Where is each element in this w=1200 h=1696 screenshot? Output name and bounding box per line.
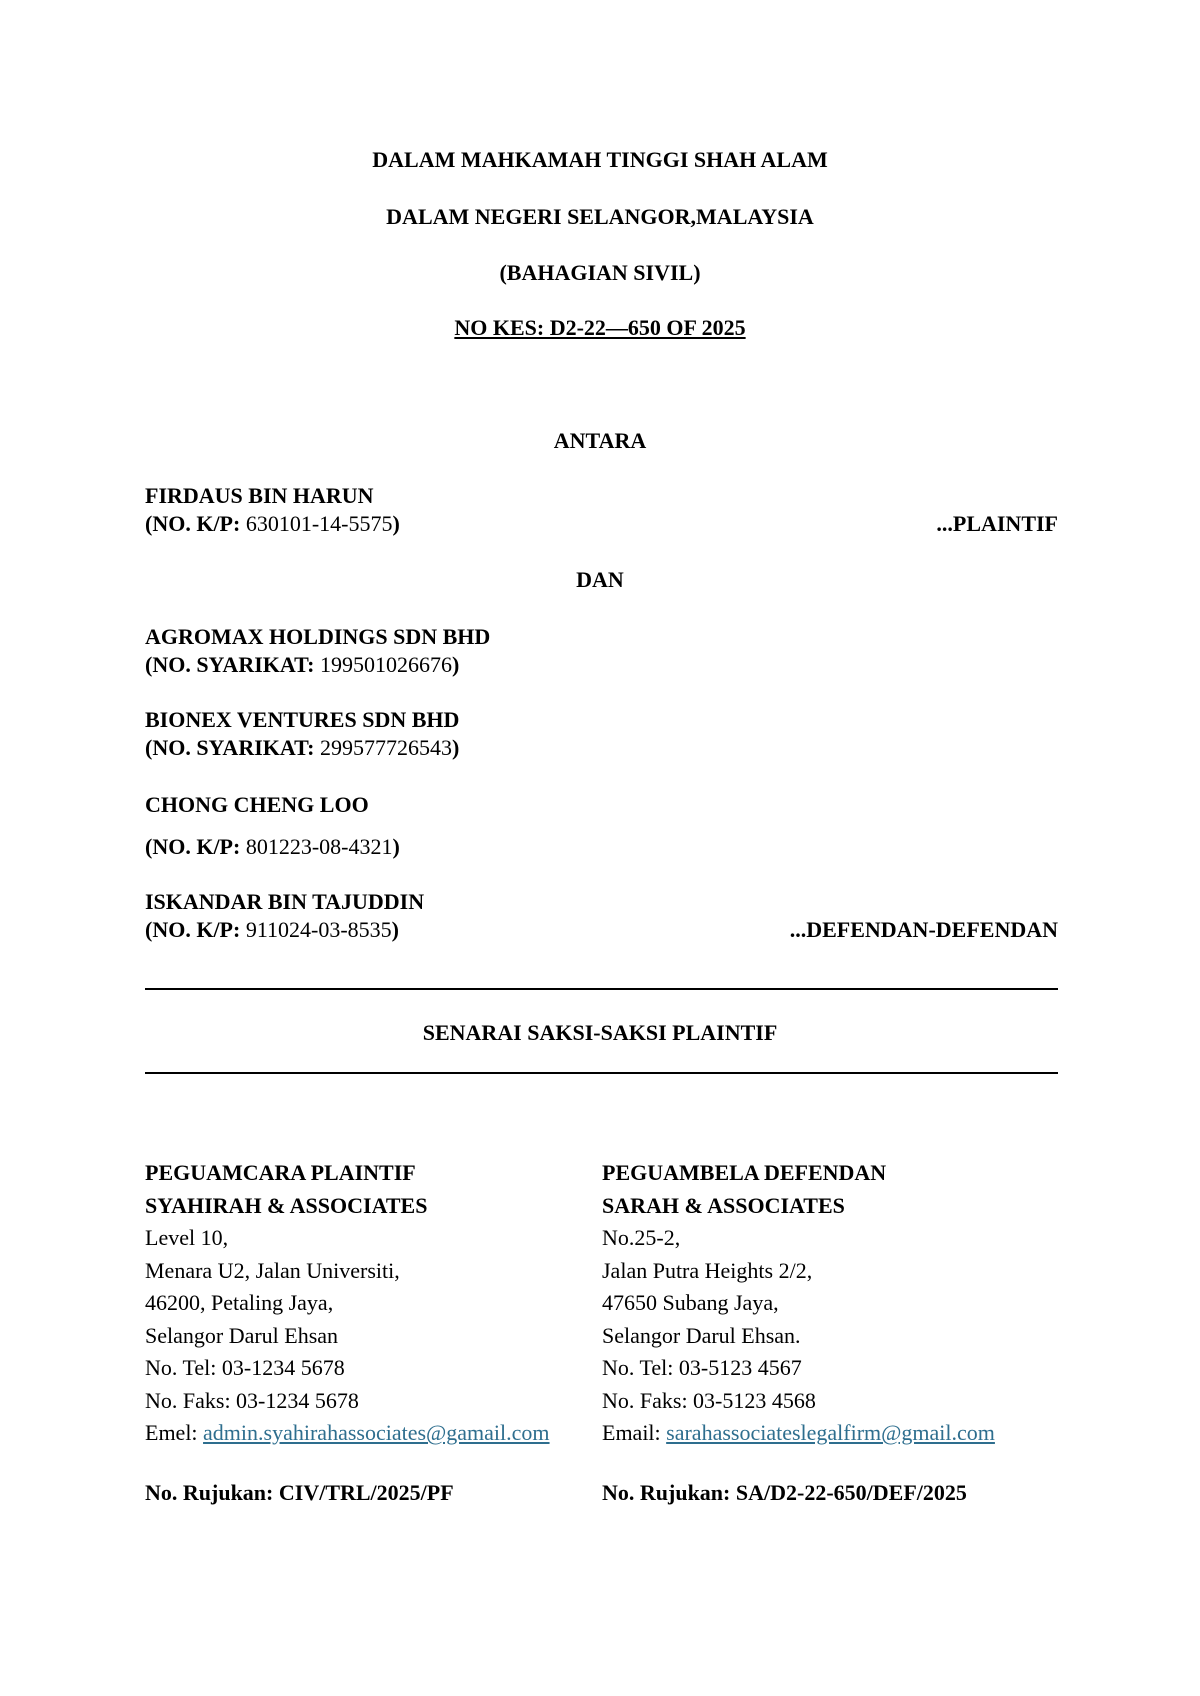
plaintiff-counsel-email-line [145, 1417, 550, 1450]
defendant-counsel-address-2: Jalan Putra Heights 2/2, [602, 1257, 813, 1283]
plaintiff-counsel-address-3: 46200, Petaling Jaya, [145, 1290, 334, 1315]
plaintiff-name: FIRDAUS BIN HARUN [145, 483, 374, 508]
defendant-counsel-address-3: 47650 Subang Jaya, [602, 1290, 779, 1315]
defendant-2-id-value: 299577726543 [320, 735, 453, 760]
defendant-counsel-heading: PEGUAMBELA DEFENDAN [602, 1160, 887, 1185]
defendant-counsel-email-line [602, 1417, 995, 1450]
defendant-2-id-label: (NO. SYARIKAT: [145, 735, 321, 760]
defendant-1-id-label: (NO. SYARIKAT: [145, 652, 321, 677]
defendant-3-id-close: ) [392, 834, 400, 859]
defendant-counsel-address-1: No.25-2, [602, 1225, 681, 1250]
defendant-4-id-close: ) [391, 917, 399, 942]
bottom-divider [145, 1072, 1058, 1074]
defendant-3-id-label: (NO. K/P: [145, 834, 246, 859]
defendant-4-id-value: 911024-03-8535 [245, 917, 392, 942]
document-title: SENARAI SAKSI-SAKSI PLAINTIF [422, 1020, 778, 1045]
top-divider [145, 988, 1058, 990]
defendant-4-name: ISKANDAR BIN TAJUDDIN [145, 889, 425, 914]
defendant-2-id [145, 735, 459, 761]
defendants-role: ...DEFENDAN-DEFENDAN [789, 917, 1058, 942]
defendant-4-id [145, 917, 399, 943]
defendant-counsel-block [602, 1157, 995, 1450]
defendant-3-id [145, 834, 400, 860]
plaintiff-counsel-block [145, 1157, 550, 1450]
defendant-2-id-close: ) [452, 735, 460, 760]
defendant-counsel-email-label: Email: [602, 1420, 667, 1445]
plaintiff-counsel-address-2: Menara U2, Jalan Universiti, [145, 1257, 400, 1283]
defendant-3-id-value: 801223-08-4321 [245, 834, 393, 859]
plaintiff-counsel-address-1: Level 10, [145, 1225, 229, 1250]
defendant-counsel-tel: No. Tel: 03-5123 4567 [602, 1355, 802, 1380]
plaintiff-counsel-firm: SYAHIRAH & ASSOCIATES [145, 1192, 428, 1218]
defendant-counsel-email-link[interactable]: sarahassociateslegalfirm@gmail.com [666, 1420, 995, 1445]
defendant-1-id-close: ) [452, 652, 460, 677]
plaintiff-counsel-tel: No. Tel: 03-1234 5678 [145, 1355, 345, 1380]
court-state: DALAM NEGERI SELANGOR,MALAYSIA [386, 204, 814, 229]
plaintiff-id-value: 630101-14-5575 [245, 511, 393, 536]
plaintiff-id-label: (NO. K/P: [145, 511, 246, 536]
court-division: (BAHAGIAN SIVIL) [499, 260, 701, 285]
defendant-1-id [145, 652, 459, 678]
defendant-reference: No. Rujukan: SA/D2-22-650/DEF/2025 [602, 1480, 967, 1505]
defendant-2-name: BIONEX VENTURES SDN BHD [145, 707, 460, 732]
plaintiff-counsel-fax: No. Faks: 03-1234 5678 [145, 1387, 359, 1413]
defendant-1-name: AGROMAX HOLDINGS SDN BHD [145, 624, 491, 649]
case-number [0, 315, 1200, 341]
case-number-text: NO KES: D2-22—650 OF 2025 [454, 315, 746, 340]
and-label: DAN [576, 567, 624, 592]
plaintiff-id-close: ) [392, 511, 400, 536]
plaintiff-counsel-email-label: Emel: [145, 1420, 204, 1445]
defendant-counsel-address-4: Selangor Darul Ehsan. [602, 1322, 801, 1348]
plaintiff-reference: No. Rujukan: CIV/TRL/2025/PF [145, 1480, 454, 1505]
plaintiff-role: ...PLAINTIF [936, 511, 1058, 536]
defendant-counsel-firm: SARAH & ASSOCIATES [602, 1192, 845, 1218]
plaintiff-counsel-email-link[interactable]: admin.syahirahassociates@gamail.com [203, 1420, 550, 1445]
defendant-1-id-value: 199501026676 [320, 652, 453, 677]
court-name: DALAM MAHKAMAH TINGGI SHAH ALAM [372, 147, 828, 172]
plaintiff-counsel-heading: PEGUAMCARA PLAINTIF [145, 1160, 416, 1185]
defendant-3-name: CHONG CHENG LOO [145, 792, 369, 817]
defendant-counsel-fax: No. Faks: 03-5123 4568 [602, 1387, 816, 1413]
defendant-4-id-label: (NO. K/P: [145, 917, 246, 942]
plaintiff-id [145, 511, 400, 537]
between-label: ANTARA [553, 428, 647, 453]
plaintiff-counsel-address-4: Selangor Darul Ehsan [145, 1322, 339, 1348]
